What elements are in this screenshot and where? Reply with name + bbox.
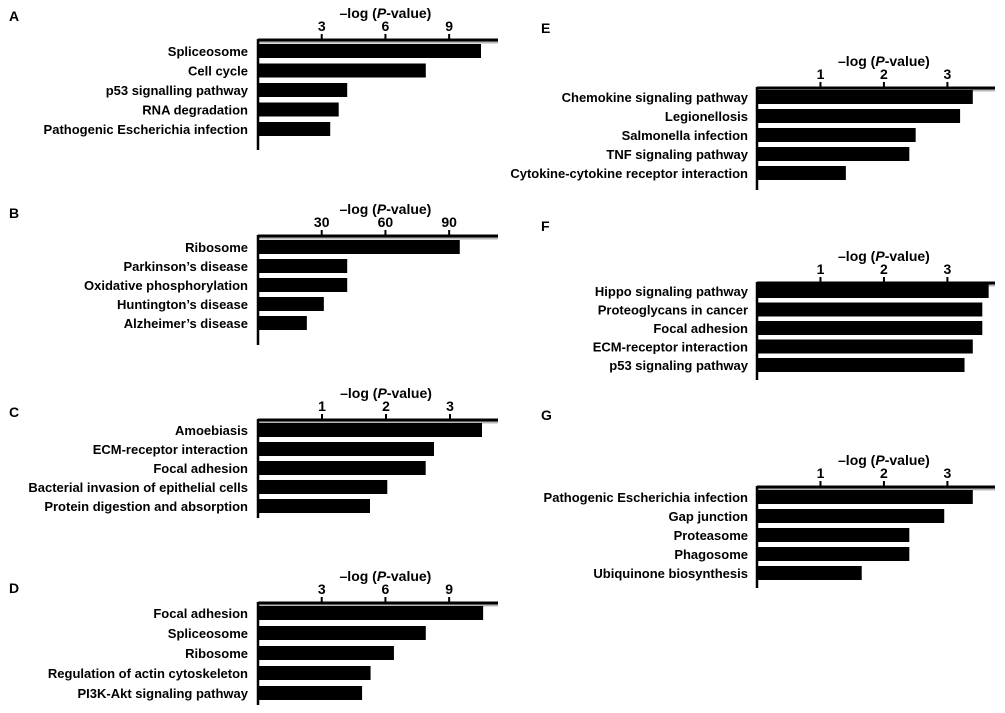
x-axis-title: –log (P-value): [339, 5, 432, 21]
bar: [258, 666, 371, 680]
category-label: PI3K-Akt signaling pathway: [77, 686, 248, 701]
category-label: Regulation of actin cytoskeleton: [47, 666, 248, 681]
bar: [757, 90, 973, 104]
category-label: Bacterial invasion of epithelial cells: [28, 480, 248, 495]
panel-a: [9, 5, 498, 150]
x-tick-label: 1: [816, 66, 825, 82]
panel-d: [9, 568, 498, 705]
category-label: Ubiquinone biosynthesis: [593, 566, 748, 581]
panel-e: [510, 20, 995, 190]
bar: [757, 358, 965, 372]
category-label: Ribosome: [185, 240, 248, 255]
bar: [757, 128, 916, 142]
bar: [757, 284, 989, 298]
bar: [757, 109, 960, 123]
category-label: Phagosome: [674, 547, 748, 562]
x-axis-title: –log (P-value): [838, 53, 930, 69]
category-label: ECM-receptor interaction: [592, 339, 748, 355]
panel-letter: B: [9, 205, 20, 221]
panel-letter: G: [541, 407, 552, 423]
bar: [258, 646, 394, 660]
bar: [258, 278, 347, 292]
x-tick-label: 30: [313, 214, 330, 230]
category-label: Proteasome: [673, 528, 748, 543]
x-tick-label: 2: [880, 465, 888, 481]
x-axis-title: –log (P-value): [339, 568, 432, 584]
bar: [258, 480, 387, 494]
x-tick-label: 1: [318, 398, 326, 414]
category-label: ECM-receptor interaction: [92, 442, 248, 457]
category-label: Oxidative phosphorylation: [84, 278, 248, 293]
panel-letter: F: [541, 218, 550, 234]
x-axis-title: –log (P-value): [340, 385, 432, 401]
category-label: Pathogenic Escherichia infection: [43, 122, 248, 137]
category-label: Salmonella infection: [621, 128, 748, 143]
category-label: Gap junction: [668, 509, 748, 524]
category-label: Amoebiasis: [175, 423, 248, 438]
bar: [258, 64, 426, 78]
panel-letter: D: [9, 580, 20, 596]
bar: [258, 103, 339, 117]
bar: [258, 626, 426, 640]
bar: [258, 240, 460, 254]
bar: [258, 423, 482, 437]
x-tick-label: 1: [816, 465, 825, 481]
bar: [258, 686, 362, 700]
x-tick-label: 60: [377, 214, 394, 230]
x-tick-label: 9: [445, 581, 454, 597]
x-tick-label: 1: [816, 261, 825, 277]
category-label: p53 signalling pathway: [105, 83, 248, 98]
category-label: Chemokine signaling pathway: [561, 90, 748, 105]
panel-f: [541, 218, 995, 380]
category-label: Cytokine-cytokine receptor interaction: [510, 166, 748, 181]
category-label: Proteoglycans in cancer: [597, 302, 748, 318]
bar: [258, 442, 434, 456]
bar: [258, 606, 483, 620]
panel-letter: C: [9, 404, 20, 420]
bar: [757, 340, 973, 354]
category-label: p53 signaling pathway: [609, 358, 748, 373]
category-label: Focal adhesion: [653, 321, 748, 336]
bar: [757, 547, 909, 561]
category-label: Pathogenic Escherichia infection: [543, 490, 748, 505]
category-label: Ribosome: [185, 646, 248, 661]
x-tick-label: 3: [446, 398, 454, 414]
bar: [757, 303, 982, 317]
panel-letter: A: [9, 8, 20, 24]
x-tick-label: 3: [943, 465, 952, 481]
category-label: Protein digestion and absorption: [44, 499, 248, 514]
category-label: Focal adhesion: [153, 461, 248, 476]
bar: [757, 566, 862, 580]
category-label: Spliceosome: [167, 44, 248, 59]
x-axis-title: –log (P-value): [838, 248, 930, 264]
x-tick-label: 2: [880, 261, 888, 277]
category-label: TNF signaling pathway: [606, 147, 748, 162]
x-axis-title: –log (P-value): [838, 452, 930, 468]
x-tick-label: 2: [880, 66, 888, 82]
bar: [258, 316, 307, 330]
bar: [757, 490, 973, 504]
bar: [757, 147, 909, 161]
bar: [258, 83, 347, 97]
x-tick-label: 3: [943, 66, 952, 82]
panel-b: [9, 201, 498, 345]
x-tick-label: 3: [317, 581, 326, 597]
bar: [258, 122, 330, 136]
bar: [258, 297, 324, 311]
category-label: Legionellosis: [664, 109, 748, 124]
category-label: Hippo signaling pathway: [594, 284, 748, 299]
bar: [258, 259, 347, 273]
category-label: Huntington’s disease: [117, 297, 248, 312]
category-label: Parkinson’s disease: [123, 259, 248, 274]
x-tick-label: 9: [445, 18, 454, 34]
category-label: Cell cycle: [188, 63, 248, 79]
bar: [757, 509, 944, 523]
x-tick-label: 6: [381, 18, 390, 34]
x-tick-label: 3: [317, 18, 326, 34]
category-label: Alzheimer’s disease: [123, 316, 248, 331]
bar: [258, 461, 426, 475]
panel-g: [541, 407, 995, 588]
bar: [757, 321, 982, 335]
panel-letter: E: [541, 20, 551, 36]
x-tick-label: 3: [943, 261, 952, 277]
category-label: Spliceosome: [167, 626, 248, 641]
panel-c: [9, 385, 498, 518]
category-label: Focal adhesion: [153, 606, 248, 621]
category-label: RNA degradation: [142, 102, 248, 118]
x-axis-title: –log (P-value): [339, 201, 432, 217]
bar: [258, 499, 370, 513]
bar: [757, 528, 909, 542]
x-tick-label: 2: [382, 398, 390, 414]
bar: [258, 44, 481, 58]
x-tick-label: 6: [381, 581, 390, 597]
x-tick-label: 90: [441, 214, 457, 230]
bar: [757, 166, 846, 180]
